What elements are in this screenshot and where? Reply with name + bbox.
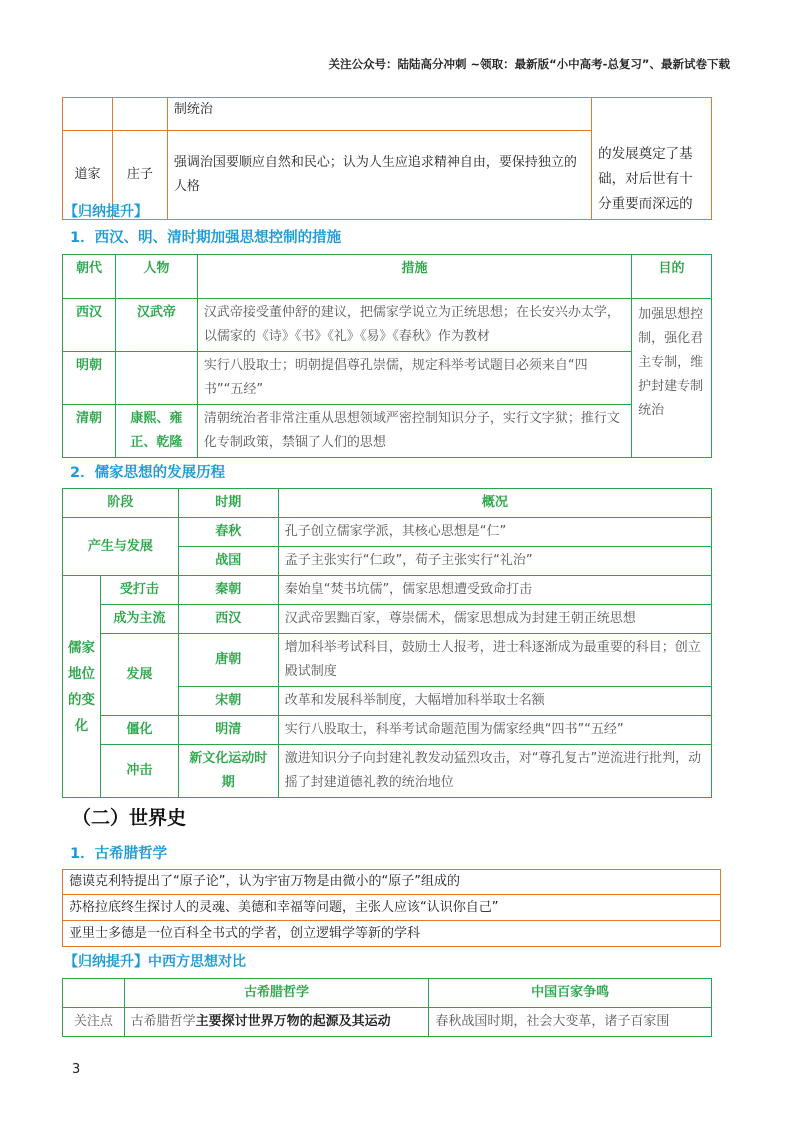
schools-table-continued	[62, 97, 712, 220]
greek-bold: 主要探讨世界万物的起源及其运动	[195, 1014, 391, 1029]
header-greek: 古希腊哲学	[124, 979, 429, 1008]
cell-desc: 激进知识分子向封建礼教发动猛烈攻击，对“尊孔复古”逆流进行批判，动摇了封建道德礼教的统治地位	[278, 745, 711, 798]
confucian-history-table	[62, 488, 712, 798]
summary-heading: 【归纳提升】	[64, 204, 148, 220]
header-dynasty: 朝代	[63, 255, 116, 299]
greek-philosophy-table	[62, 869, 721, 947]
header-purpose: 目的	[632, 255, 712, 299]
cell-desc: 汉武帝罢黜百家，尊崇儒术，儒家思想成为封建王朝正统思想	[278, 605, 711, 634]
cell-desc: 秦始皇“焚书坑儒”，儒家思想遭受致命打击	[278, 576, 711, 605]
cell-period: 宋朝	[178, 687, 278, 716]
cell-period: 西汉	[178, 605, 278, 634]
cell-measure: 清朝统治者非常注重从思想领域严密控制知识分子，实行文字狱；推行文化专制政策，禁锢了人们的思想	[197, 405, 631, 458]
greek-row: 亚里士多德是一位百科全书式的学者，创立逻辑学等新的学科	[63, 921, 721, 947]
cell-china: 春秋战国时期，社会大变革，诸子百家围	[429, 1008, 712, 1037]
cell-measure: 汉武帝接受董仲舒的建议，把儒家学说立为正统思想；在长安兴办太学，以儒家的《诗》《书》《礼》《易》《春秋》作为教材	[197, 299, 631, 352]
cell-person: 汉武帝	[115, 299, 197, 352]
header-empty	[63, 979, 125, 1008]
section-heading-3: 1．古希腊哲学	[70, 846, 168, 862]
cell-person: 康熙、雍正、乾隆	[115, 405, 197, 458]
header-person: 人物	[115, 255, 197, 299]
header-measure: 措施	[197, 255, 631, 299]
cell-content: 制统治	[167, 98, 591, 131]
header-china: 中国百家争鸣	[429, 979, 712, 1008]
comparison-table	[62, 978, 712, 1037]
cell-sub: 僵化	[100, 716, 178, 745]
cell-desc: 孔子创立儒家学派，其核心思想是“仁”	[278, 518, 711, 547]
cell-sub: 成为主流	[100, 605, 178, 634]
cell-dynasty: 清朝	[63, 405, 116, 458]
cell-period: 秦朝	[178, 576, 278, 605]
section-heading-1: 1．西汉、明、清时期加强思想控制的措施	[70, 230, 342, 246]
cell-desc: 实行八股取士，科举考试命题范围为儒家经典“四书”“五经”	[278, 716, 711, 745]
greek-row: 德谟克利特提出了“原子论”，认为宇宙万物是由微小的“原子”组成的	[63, 870, 721, 895]
cell-dynasty: 西汉	[63, 299, 116, 352]
page-number: 3	[72, 1062, 81, 1077]
cell-period: 明清	[178, 716, 278, 745]
row-label: 关注点	[63, 1008, 125, 1037]
cell-content: 强调治国要顺应自然和民心；认为人生应追求精神自由，要保持独立的人格	[167, 131, 591, 220]
thought-control-table	[62, 254, 712, 458]
cell-school: 道家	[63, 131, 113, 220]
cell-sub: 受打击	[100, 576, 178, 605]
cell-sub: 发展	[100, 634, 178, 716]
cell-period: 春秋	[178, 518, 278, 547]
cell-person: 庄子	[112, 131, 167, 220]
cell-period: 唐朝	[178, 634, 278, 687]
greek-prefix: 古希腊哲学	[130, 1014, 196, 1029]
cell-measure: 实行八股取士；明朝提倡尊孔崇儒，规定科举考试题目必须来自“四书”“五经”	[197, 352, 631, 405]
section-heading-2: 2．儒家思想的发展历程	[70, 465, 226, 481]
cell-impact: 的发展奠定了基础，对后世有十分重要而深远的	[592, 98, 712, 220]
cell-group: 儒家地位的变化	[63, 576, 101, 798]
cell-purpose: 加强思想控制，强化君主专制，维护封建专制统治	[632, 299, 712, 458]
header-period: 时期	[178, 489, 278, 518]
page-header: 关注公众号：陆陆高分冲刺 ~领取：最新版“小中高考-总复习”、最新试卷下载	[328, 57, 730, 71]
cell-sub: 冲击	[100, 745, 178, 798]
cell-greek	[124, 1008, 429, 1037]
cell-period: 新文化运动时期	[178, 745, 278, 798]
header-stage: 阶段	[63, 489, 179, 518]
cell-person	[115, 352, 197, 405]
cell-dynasty: 明朝	[63, 352, 116, 405]
cell-period: 战国	[178, 547, 278, 576]
cell-desc: 增加科举考试科目，鼓励士人报考，进士科逐渐成为最重要的科目；创立殿试制度	[278, 634, 711, 687]
world-history-title: （二）世界史	[72, 807, 187, 829]
header-overview: 概况	[278, 489, 711, 518]
summary-heading-2: 【归纳提升】中西方思想对比	[64, 954, 246, 970]
cell-desc: 孟子主张实行“仁政”，荀子主张实行“礼治”	[278, 547, 711, 576]
greek-row: 苏格拉底终生探讨人的灵魂、美德和幸福等问题，主张人应该“认识你自己”	[63, 895, 721, 921]
cell-desc: 改革和发展科举制度，大幅增加科举取士名额	[278, 687, 711, 716]
cell-stage: 产生与发展	[63, 518, 179, 576]
